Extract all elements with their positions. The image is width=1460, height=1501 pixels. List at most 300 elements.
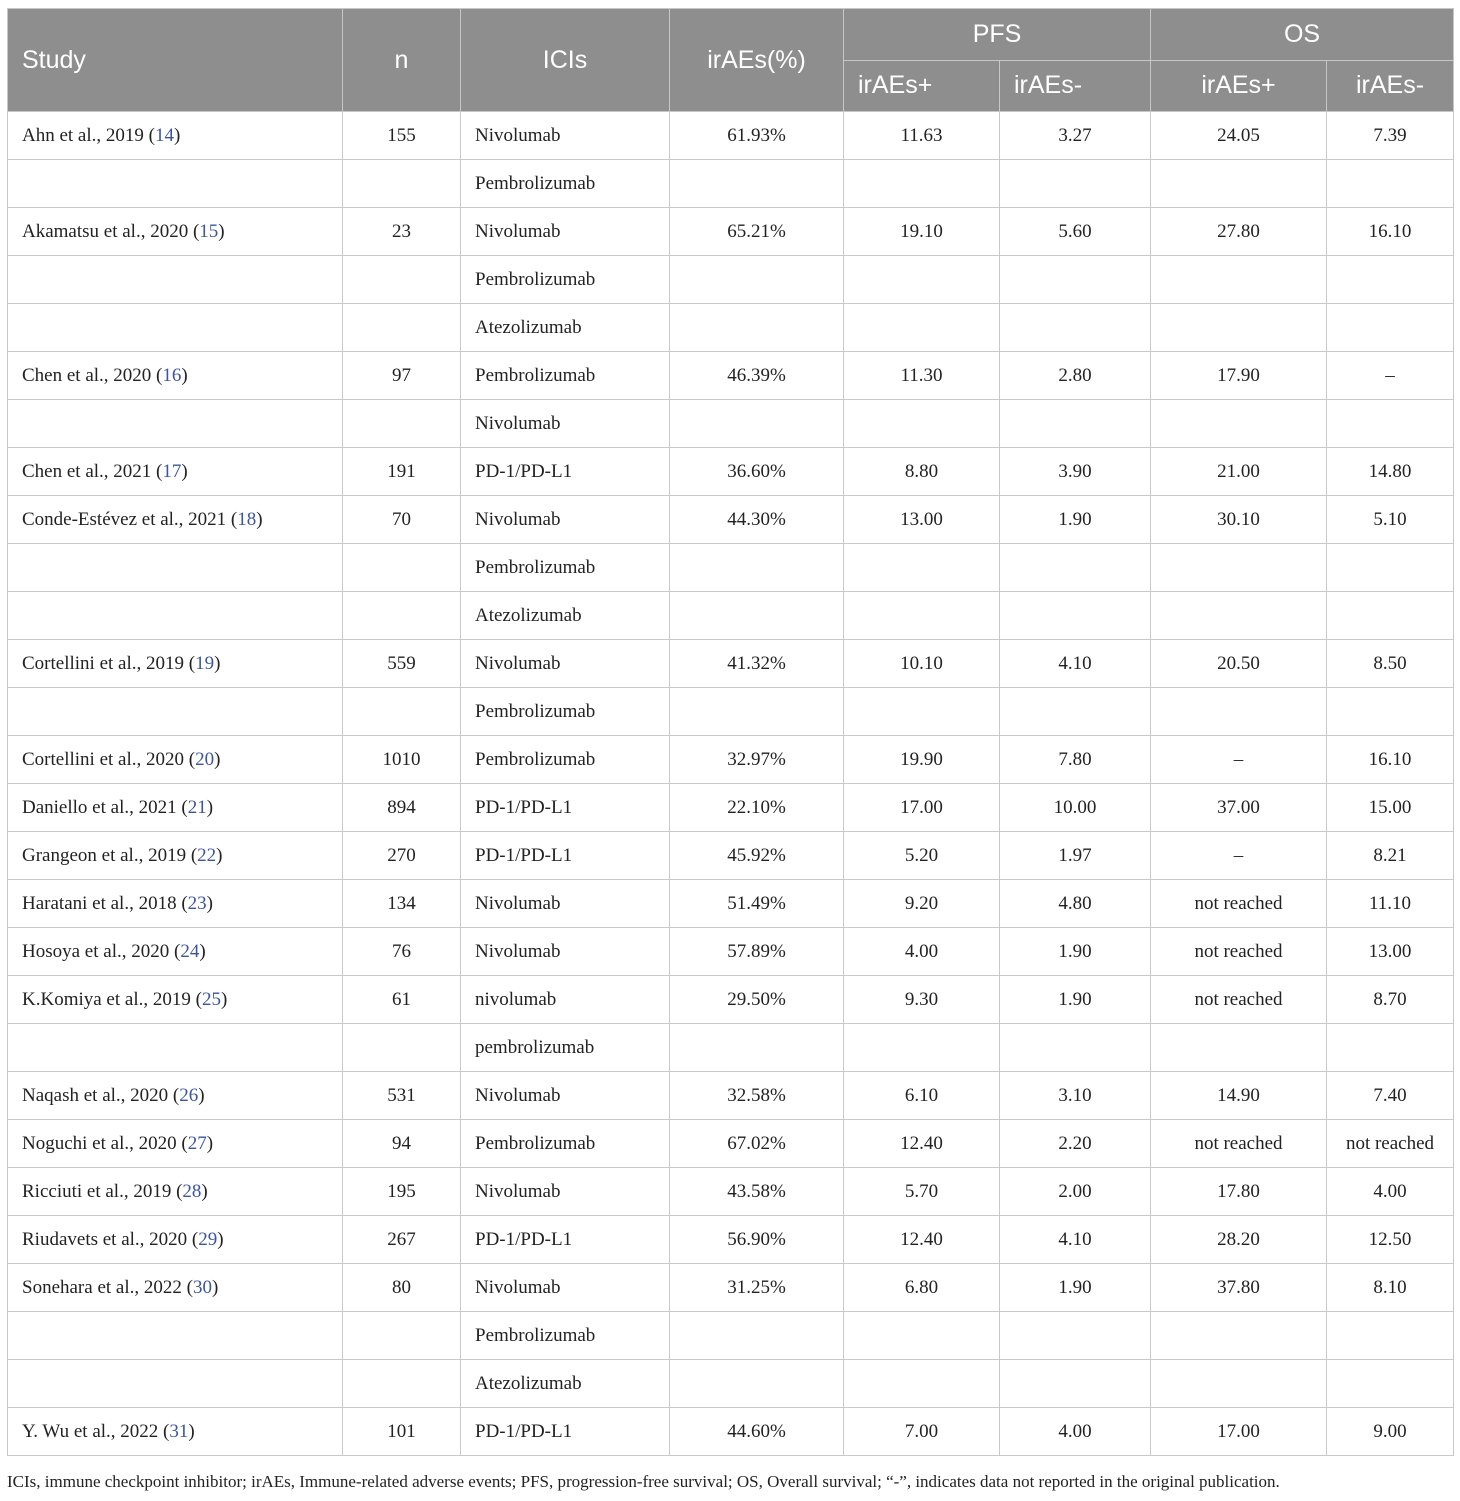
cell-n: 134 — [343, 880, 461, 928]
cell-ici: nivolumab — [461, 976, 670, 1024]
cell-pfs-iraes-negative — [1000, 256, 1151, 304]
cell-pfs-iraes-positive — [844, 1360, 1000, 1408]
cell-ici: Nivolumab — [461, 496, 670, 544]
table-header — [8, 9, 1454, 112]
table-row — [8, 1216, 1454, 1264]
cell-study — [8, 448, 343, 496]
cell-pfs-iraes-negative — [1000, 304, 1151, 352]
table-row — [8, 832, 1454, 880]
cell-pfs-iraes-positive: 17.00 — [844, 784, 1000, 832]
study-name: Haratani et al., 2018 ( — [22, 892, 188, 914]
cell-n — [343, 1024, 461, 1072]
header-pfs-iraes-negative: irAEs- — [1000, 60, 1151, 112]
study-name-close: ) — [206, 1132, 214, 1154]
cell-pfs-iraes-negative: 2.20 — [1000, 1120, 1151, 1168]
study-name-close: ) — [198, 1084, 205, 1106]
table-row — [8, 688, 1454, 736]
cell-n — [343, 592, 461, 640]
cell-iraes-percent: 41.32% — [670, 640, 844, 688]
study-name-close: ) — [173, 124, 181, 146]
cell-os-iraes-negative: 8.21 — [1327, 832, 1454, 880]
cell-study — [8, 112, 343, 160]
cell-n: 155 — [343, 112, 461, 160]
reference-link[interactable]: 17 — [162, 460, 182, 482]
cell-iraes-percent: 67.02% — [670, 1120, 844, 1168]
table-row — [8, 448, 1454, 496]
cell-study — [8, 496, 343, 544]
cell-ici: Nivolumab — [461, 400, 670, 448]
table-row — [8, 160, 1454, 208]
study-name: Hosoya et al., 2020 ( — [22, 940, 181, 962]
cell-study — [8, 688, 343, 736]
table-row — [8, 880, 1454, 928]
cell-iraes-percent: 57.89% — [670, 928, 844, 976]
cell-os-iraes-positive: – — [1151, 736, 1327, 784]
study-name-close: ) — [218, 220, 225, 242]
cell-pfs-iraes-negative — [1000, 1312, 1151, 1360]
cell-iraes-percent: 31.25% — [670, 1264, 844, 1312]
cell-pfs-iraes-negative: 1.90 — [1000, 976, 1151, 1024]
reference-link[interactable]: 14 — [154, 124, 174, 146]
cell-os-iraes-negative: 7.39 — [1327, 112, 1454, 160]
cell-iraes-percent: 45.92% — [670, 832, 844, 880]
study-name-close: ) — [211, 1276, 219, 1298]
study-name-close: ) — [214, 652, 221, 674]
study-name-close: ) — [216, 844, 223, 866]
cell-ici: Pembrolizumab — [461, 352, 670, 400]
study-name: Riudavets et al., 2020 ( — [22, 1228, 199, 1250]
cell-iraes-percent — [670, 1360, 844, 1408]
cell-os-iraes-positive — [1151, 1360, 1327, 1408]
header-os-iraes-positive: irAEs+ — [1151, 60, 1327, 112]
reference-link[interactable]: 20 — [195, 748, 215, 770]
study-name-close: ) — [206, 796, 214, 818]
cell-ici: Nivolumab — [461, 880, 670, 928]
cell-os-iraes-positive — [1151, 688, 1327, 736]
cell-pfs-iraes-negative: 4.80 — [1000, 880, 1151, 928]
cell-pfs-iraes-positive: 9.30 — [844, 976, 1000, 1024]
cell-os-iraes-negative: 8.70 — [1327, 976, 1454, 1024]
cell-iraes-percent — [670, 688, 844, 736]
cell-ici: PD-1/PD-L1 — [461, 448, 670, 496]
cell-ici: Nivolumab — [461, 1072, 670, 1120]
cell-study — [8, 256, 343, 304]
reference-link[interactable]: 16 — [162, 364, 182, 386]
table-row — [8, 1408, 1454, 1456]
cell-pfs-iraes-positive: 11.30 — [844, 352, 1000, 400]
cell-iraes-percent: 29.50% — [670, 976, 844, 1024]
cell-iraes-percent — [670, 1024, 844, 1072]
cell-study — [8, 640, 343, 688]
cell-os-iraes-positive: 17.80 — [1151, 1168, 1327, 1216]
study-name: Sonehara et al., 2022 ( — [22, 1276, 193, 1298]
cell-os-iraes-negative: 13.00 — [1327, 928, 1454, 976]
table-row — [8, 208, 1454, 256]
cell-iraes-percent — [670, 400, 844, 448]
study-name-close: ) — [256, 508, 263, 530]
cell-pfs-iraes-positive: 10.10 — [844, 640, 1000, 688]
cell-os-iraes-positive: not reached — [1151, 976, 1327, 1024]
table-row — [8, 592, 1454, 640]
study-name: Naqash et al., 2020 ( — [22, 1084, 180, 1106]
cell-os-iraes-negative: 5.10 — [1327, 496, 1454, 544]
reference-link[interactable]: 30 — [192, 1276, 212, 1298]
cell-ici: Pembrolizumab — [461, 160, 670, 208]
study-name-close: ) — [188, 1420, 195, 1442]
table-row — [8, 736, 1454, 784]
cell-pfs-iraes-positive: 12.40 — [844, 1216, 1000, 1264]
cell-pfs-iraes-positive: 19.10 — [844, 208, 1000, 256]
reference-link[interactable]: 28 — [182, 1180, 202, 1202]
cell-ici: PD-1/PD-L1 — [461, 832, 670, 880]
reference-link[interactable]: 27 — [187, 1132, 207, 1154]
cell-os-iraes-negative: 16.10 — [1327, 736, 1454, 784]
cell-pfs-iraes-positive: 6.80 — [844, 1264, 1000, 1312]
cell-pfs-iraes-negative: 1.90 — [1000, 1264, 1151, 1312]
cell-n: 191 — [343, 448, 461, 496]
cell-os-iraes-negative: 14.80 — [1327, 448, 1454, 496]
study-name-close: ) — [217, 1228, 224, 1250]
reference-link[interactable]: 26 — [179, 1084, 199, 1106]
table-row — [8, 1168, 1454, 1216]
study-name: Akamatsu et al., 2020 ( — [22, 220, 200, 242]
reference-link[interactable]: 23 — [187, 892, 207, 914]
cell-ici: Pembrolizumab — [461, 1312, 670, 1360]
header-os-iraes-negative: irAEs- — [1327, 60, 1454, 112]
cell-pfs-iraes-negative: 7.80 — [1000, 736, 1151, 784]
cell-study — [8, 544, 343, 592]
cell-os-iraes-negative — [1327, 688, 1454, 736]
cell-iraes-percent: 61.93% — [670, 112, 844, 160]
study-name-close: ) — [199, 940, 206, 962]
cell-study — [8, 1264, 343, 1312]
cell-iraes-percent — [670, 1312, 844, 1360]
cell-os-iraes-negative — [1327, 1024, 1454, 1072]
table-row — [8, 1264, 1454, 1312]
cell-pfs-iraes-negative: 1.97 — [1000, 832, 1151, 880]
cell-os-iraes-positive — [1151, 544, 1327, 592]
cell-n: 559 — [343, 640, 461, 688]
cell-os-iraes-negative: not reached — [1327, 1120, 1454, 1168]
cell-iraes-percent: 43.58% — [670, 1168, 844, 1216]
cell-ici: Pembrolizumab — [461, 256, 670, 304]
cell-os-iraes-negative — [1327, 304, 1454, 352]
reference-link[interactable]: 29 — [198, 1228, 218, 1250]
cell-n: 270 — [343, 832, 461, 880]
cell-study — [8, 304, 343, 352]
cell-pfs-iraes-positive: 9.20 — [844, 880, 1000, 928]
table-row — [8, 304, 1454, 352]
cell-pfs-iraes-negative — [1000, 592, 1151, 640]
table-row — [8, 1312, 1454, 1360]
table-row — [8, 1360, 1454, 1408]
cell-n: 76 — [343, 928, 461, 976]
cell-ici: Atezolizumab — [461, 1360, 670, 1408]
cell-pfs-iraes-negative — [1000, 160, 1151, 208]
cell-os-iraes-negative: 9.00 — [1327, 1408, 1454, 1456]
cell-study — [8, 1408, 343, 1456]
table-row — [8, 784, 1454, 832]
header-icis: ICIs — [461, 9, 670, 112]
cell-n — [343, 400, 461, 448]
cell-os-iraes-negative — [1327, 160, 1454, 208]
table-container — [7, 8, 1453, 1456]
cell-os-iraes-positive: 17.90 — [1151, 352, 1327, 400]
table-row — [8, 976, 1454, 1024]
table-row — [8, 544, 1454, 592]
cell-pfs-iraes-positive — [844, 688, 1000, 736]
cell-study — [8, 1312, 343, 1360]
cell-os-iraes-negative: 4.00 — [1327, 1168, 1454, 1216]
cell-pfs-iraes-negative — [1000, 1360, 1151, 1408]
cell-n: 267 — [343, 1216, 461, 1264]
table-row — [8, 496, 1454, 544]
cell-pfs-iraes-positive: 6.10 — [844, 1072, 1000, 1120]
cell-ici: PD-1/PD-L1 — [461, 1216, 670, 1264]
header-iraes: irAEs(%) — [670, 9, 844, 112]
cell-study — [8, 160, 343, 208]
cell-pfs-iraes-negative: 1.90 — [1000, 928, 1151, 976]
cell-study — [8, 880, 343, 928]
cell-os-iraes-negative — [1327, 1312, 1454, 1360]
cell-ici: Pembrolizumab — [461, 544, 670, 592]
table-row — [8, 1024, 1454, 1072]
cell-iraes-percent: 36.60% — [670, 448, 844, 496]
cell-pfs-iraes-positive: 8.80 — [844, 448, 1000, 496]
cell-pfs-iraes-negative: 1.90 — [1000, 496, 1151, 544]
cell-study — [8, 832, 343, 880]
header-pfs-iraes-positive: irAEs+ — [844, 60, 1000, 112]
study-name-close: ) — [201, 1180, 208, 1202]
study-name: Conde-Estévez et al., 2021 ( — [22, 508, 238, 530]
cell-os-iraes-negative — [1327, 544, 1454, 592]
study-name: Grangeon et al., 2019 ( — [22, 844, 198, 866]
cell-pfs-iraes-positive — [844, 304, 1000, 352]
cell-pfs-iraes-negative: 2.80 — [1000, 352, 1151, 400]
results-table — [7, 8, 1454, 1456]
cell-iraes-percent — [670, 256, 844, 304]
study-name: Daniello et al., 2021 ( — [22, 796, 188, 818]
cell-ici: Nivolumab — [461, 1168, 670, 1216]
cell-pfs-iraes-negative: 3.27 — [1000, 112, 1151, 160]
study-name-close: ) — [214, 748, 221, 770]
cell-ici: pembrolizumab — [461, 1024, 670, 1072]
cell-n — [343, 688, 461, 736]
cell-iraes-percent — [670, 544, 844, 592]
cell-pfs-iraes-positive — [844, 1312, 1000, 1360]
cell-study — [8, 1168, 343, 1216]
cell-n — [343, 1312, 461, 1360]
cell-study — [8, 1360, 343, 1408]
table-row — [8, 112, 1454, 160]
study-name: Cortellini et al., 2020 ( — [22, 748, 196, 770]
cell-study — [8, 1216, 343, 1264]
cell-pfs-iraes-positive: 5.70 — [844, 1168, 1000, 1216]
cell-pfs-iraes-positive: 11.63 — [844, 112, 1000, 160]
cell-n: 1010 — [343, 736, 461, 784]
cell-n: 61 — [343, 976, 461, 1024]
cell-os-iraes-positive — [1151, 160, 1327, 208]
table-body — [8, 112, 1454, 1456]
cell-pfs-iraes-positive: 13.00 — [844, 496, 1000, 544]
cell-os-iraes-negative: 8.50 — [1327, 640, 1454, 688]
cell-n: 531 — [343, 1072, 461, 1120]
reference-link[interactable]: 31 — [169, 1420, 189, 1442]
cell-iraes-percent: 32.58% — [670, 1072, 844, 1120]
cell-study — [8, 928, 343, 976]
cell-os-iraes-positive — [1151, 304, 1327, 352]
table-row — [8, 1072, 1454, 1120]
cell-iraes-percent — [670, 592, 844, 640]
reference-link[interactable]: 18 — [237, 508, 257, 530]
cell-iraes-percent — [670, 160, 844, 208]
cell-n: 94 — [343, 1120, 461, 1168]
cell-pfs-iraes-positive — [844, 160, 1000, 208]
cell-ici: PD-1/PD-L1 — [461, 1408, 670, 1456]
cell-n — [343, 1360, 461, 1408]
study-name: Chen et al., 2021 ( — [22, 460, 163, 482]
cell-n: 70 — [343, 496, 461, 544]
cell-os-iraes-negative: 16.10 — [1327, 208, 1454, 256]
cell-os-iraes-positive: not reached — [1151, 928, 1327, 976]
cell-study — [8, 352, 343, 400]
study-name-close: ) — [220, 988, 228, 1010]
cell-os-iraes-positive: 24.05 — [1151, 112, 1327, 160]
cell-study — [8, 1024, 343, 1072]
study-name: Noguchi et al., 2020 ( — [22, 1132, 188, 1154]
cell-ici: Nivolumab — [461, 928, 670, 976]
cell-n: 101 — [343, 1408, 461, 1456]
cell-iraes-percent: 44.60% — [670, 1408, 844, 1456]
cell-study — [8, 400, 343, 448]
cell-n: 80 — [343, 1264, 461, 1312]
table-row — [8, 352, 1454, 400]
cell-ici: Pembrolizumab — [461, 1120, 670, 1168]
study-name: Ahn et al., 2019 ( — [22, 124, 155, 146]
cell-ici: Nivolumab — [461, 1264, 670, 1312]
cell-os-iraes-negative: 11.10 — [1327, 880, 1454, 928]
cell-pfs-iraes-negative: 3.10 — [1000, 1072, 1151, 1120]
table-row — [8, 256, 1454, 304]
cell-os-iraes-positive — [1151, 1312, 1327, 1360]
cell-ici: Nivolumab — [461, 640, 670, 688]
cell-ici: Atezolizumab — [461, 592, 670, 640]
cell-study — [8, 736, 343, 784]
cell-os-iraes-positive — [1151, 400, 1327, 448]
cell-pfs-iraes-negative: 4.10 — [1000, 1216, 1151, 1264]
cell-os-iraes-negative: 12.50 — [1327, 1216, 1454, 1264]
cell-ici: Pembrolizumab — [461, 688, 670, 736]
header-n: n — [343, 9, 461, 112]
cell-n — [343, 544, 461, 592]
cell-pfs-iraes-negative: 4.10 — [1000, 640, 1151, 688]
cell-study — [8, 976, 343, 1024]
cell-pfs-iraes-positive: 12.40 — [844, 1120, 1000, 1168]
cell-iraes-percent: 22.10% — [670, 784, 844, 832]
cell-os-iraes-negative — [1327, 400, 1454, 448]
study-name: Ricciuti et al., 2019 ( — [22, 1180, 183, 1202]
cell-os-iraes-negative — [1327, 592, 1454, 640]
cell-n: 195 — [343, 1168, 461, 1216]
cell-os-iraes-positive: 30.10 — [1151, 496, 1327, 544]
header-pfs: PFS — [844, 9, 1151, 61]
reference-link[interactable]: 21 — [187, 796, 207, 818]
cell-n — [343, 304, 461, 352]
cell-os-iraes-positive: not reached — [1151, 1120, 1327, 1168]
cell-pfs-iraes-positive — [844, 1024, 1000, 1072]
cell-pfs-iraes-positive — [844, 256, 1000, 304]
table-row — [8, 640, 1454, 688]
cell-n: 23 — [343, 208, 461, 256]
study-name: K.Komiya et al., 2019 ( — [22, 988, 202, 1010]
cell-os-iraes-positive: 37.80 — [1151, 1264, 1327, 1312]
cell-n: 894 — [343, 784, 461, 832]
reference-link[interactable]: 15 — [199, 220, 219, 242]
cell-os-iraes-positive — [1151, 256, 1327, 304]
cell-os-iraes-positive — [1151, 592, 1327, 640]
study-name-close: ) — [206, 892, 213, 914]
cell-os-iraes-negative — [1327, 256, 1454, 304]
cell-os-iraes-positive: 20.50 — [1151, 640, 1327, 688]
cell-os-iraes-negative: 8.10 — [1327, 1264, 1454, 1312]
cell-os-iraes-positive: not reached — [1151, 880, 1327, 928]
cell-os-iraes-negative: – — [1327, 352, 1454, 400]
cell-ici: Pembrolizumab — [461, 736, 670, 784]
cell-os-iraes-positive: 28.20 — [1151, 1216, 1327, 1264]
cell-study — [8, 208, 343, 256]
cell-ici: PD-1/PD-L1 — [461, 784, 670, 832]
cell-n — [343, 256, 461, 304]
cell-iraes-percent: 65.21% — [670, 208, 844, 256]
cell-os-iraes-positive: 17.00 — [1151, 1408, 1327, 1456]
cell-study — [8, 1072, 343, 1120]
cell-iraes-percent: 56.90% — [670, 1216, 844, 1264]
study-name: Cortellini et al., 2019 ( — [22, 652, 196, 674]
cell-pfs-iraes-positive: 7.00 — [844, 1408, 1000, 1456]
cell-pfs-iraes-negative: 2.00 — [1000, 1168, 1151, 1216]
cell-ici: Nivolumab — [461, 208, 670, 256]
reference-link[interactable]: 19 — [195, 652, 215, 674]
study-name: Chen et al., 2020 ( — [22, 364, 163, 386]
header-study: Study — [8, 9, 343, 112]
cell-pfs-iraes-positive: 4.00 — [844, 928, 1000, 976]
reference-link[interactable]: 24 — [180, 940, 200, 962]
cell-pfs-iraes-positive: 5.20 — [844, 832, 1000, 880]
cell-iraes-percent: 51.49% — [670, 880, 844, 928]
cell-os-iraes-positive: 14.90 — [1151, 1072, 1327, 1120]
cell-study — [8, 784, 343, 832]
cell-pfs-iraes-negative — [1000, 400, 1151, 448]
cell-pfs-iraes-negative — [1000, 688, 1151, 736]
table-footnote: ICIs, immune checkpoint inhibitor; irAEs, Immune-related adverse events; PFS, progression-free survival; OS, Overall survival; “-”, indicates data not reported in the original publication. — [7, 1472, 1280, 1491]
cell-n — [343, 160, 461, 208]
cell-pfs-iraes-negative — [1000, 1024, 1151, 1072]
study-name-close: ) — [181, 460, 188, 482]
cell-ici: Nivolumab — [461, 112, 670, 160]
cell-iraes-percent: 46.39% — [670, 352, 844, 400]
cell-pfs-iraes-negative: 4.00 — [1000, 1408, 1151, 1456]
cell-os-iraes-positive: 21.00 — [1151, 448, 1327, 496]
reference-link[interactable]: 25 — [201, 988, 221, 1010]
header-os: OS — [1151, 9, 1454, 61]
cell-study — [8, 592, 343, 640]
cell-os-iraes-negative: 7.40 — [1327, 1072, 1454, 1120]
cell-pfs-iraes-positive: 19.90 — [844, 736, 1000, 784]
cell-os-iraes-positive — [1151, 1024, 1327, 1072]
cell-pfs-iraes-positive — [844, 592, 1000, 640]
cell-ici: Atezolizumab — [461, 304, 670, 352]
reference-link[interactable]: 22 — [197, 844, 217, 866]
